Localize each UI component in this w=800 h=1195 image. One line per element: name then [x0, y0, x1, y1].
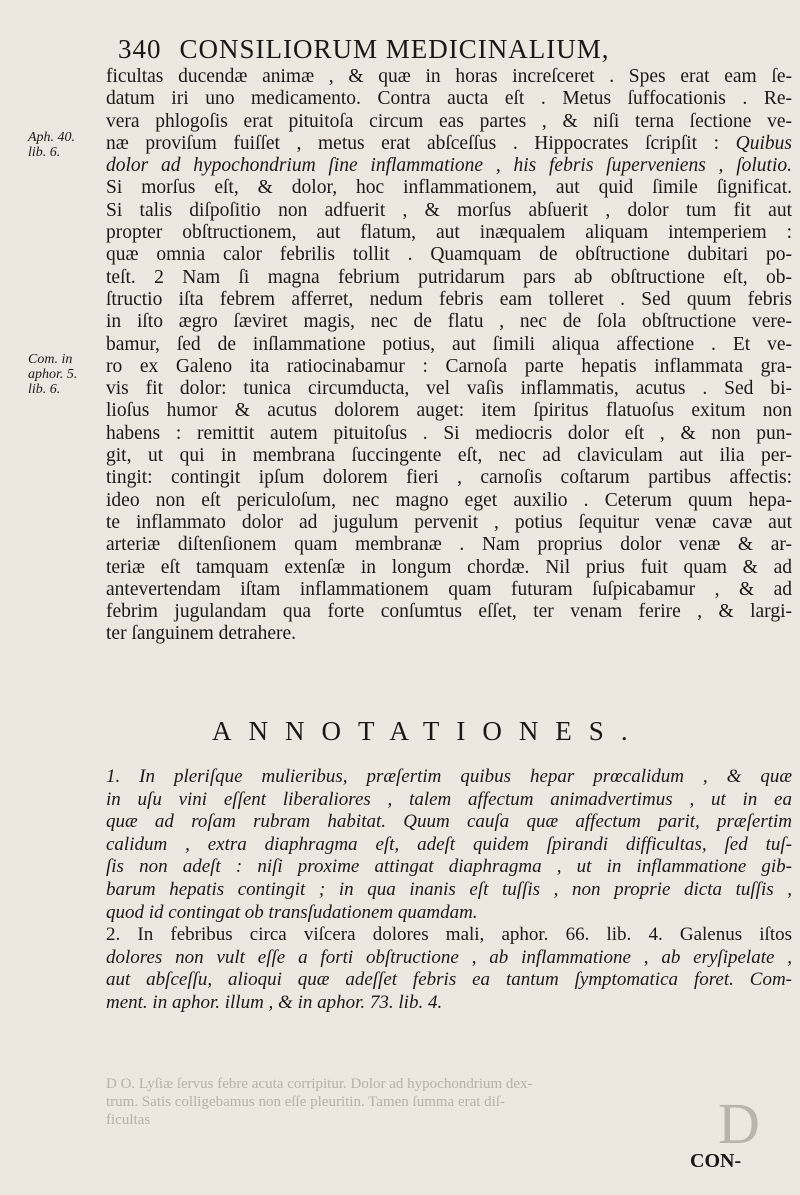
text-line: datum iri uno medicamento. Contra aucta eſt . Metus ſuffocationis . Re-: [106, 88, 792, 110]
text-line: git, ut qui in membrana ſuccingente eſt, nec ad claviculam aut ilia per-: [106, 445, 792, 467]
text-line: vera phlogoſis erat pituitoſa circum eas partes , & niſi terna ſectione ve-: [106, 110, 792, 132]
annotation-line: 2. In febribus circa viſcera dolores mali, aphor. 66. lib. 4. Galenus iſtos: [106, 924, 792, 946]
page-number: 340: [118, 34, 162, 64]
text-line: bamur, ſed de inſlammatione potius, aut ſimili aliqua affectione . Et ve-: [106, 333, 792, 355]
text-line: Si talis diſpoſitio non adfuerit , & morſus abſuerit , dolor tum fit aut: [106, 199, 792, 221]
text-line-quotation: dolor ad hypochondrium ſine inflammatione , his febris ſuperveniens , ſolutio.: [106, 155, 792, 177]
bleed-line: D O. Lyſiæ ſervus febre acuta corripitur. Dolor ad hypochondrium dex-: [106, 1076, 533, 1092]
bleed-through-text: [106, 1075, 706, 1129]
annotation-line: quod id contingat ob transſudationem quamdam.: [106, 901, 478, 923]
text-line: teſt. 2 Nam ſi magna febrium putridarum pars ab obſtructione eſt, ob-: [106, 266, 792, 288]
annotation-line: calidum , extra diaphragma eſt, adeſt quidem ſpirandi difficultas, ſed tuſ-: [106, 833, 792, 855]
annotations-heading: ANNOTATIONES.: [212, 716, 645, 746]
annotation-line: ment. in aphor. illum , & in aphor. 73. lib. 4.: [106, 991, 443, 1013]
text-line: Si morſus eſt, & dolor, hoc inflammationem, aut quid ſimile ſignificat.: [106, 177, 792, 199]
annotations-text: [106, 766, 792, 1015]
margin-note-aphorism: [28, 130, 75, 160]
text-line: lioſus humor & acutus dolorem auget: item ſpiritus flatuoſus exitum non: [106, 400, 792, 422]
main-text: [106, 66, 792, 646]
annotation-line: in uſu vini eſſent liberaliores , talem affectum animadvertimus , ut in ea: [106, 788, 792, 810]
margin-note-text: Aph. 40. lib. 6.: [28, 130, 76, 160]
text-line: antevertendam iſtam inflammationem quam futuram ſuſpicabamur , & ad: [106, 578, 792, 600]
text-line: [106, 133, 792, 155]
annotation-line: barum hepatis contingit ; in qua inanis eſt tuſſis , non proprie dicta tuſſis ,: [106, 878, 792, 900]
text-line: propter obſtructionem, aut flatum, aut inæqualem aliquam intemperiem :: [106, 222, 792, 244]
annotation-line: aut abſceſſu, alioqui quæ adeſſet febris ea tantum ſymptomatica foret. Com-: [106, 969, 792, 991]
running-header: [118, 34, 678, 65]
text-line: febrim jugulandam qua forte conſumtus eſſet, ter venam ferire , & largi-: [106, 601, 792, 623]
text-line: ficultas ducendæ animæ , & quæ in horas increſceret . Spes erat eam ſe-: [106, 66, 792, 87]
text-line: quæ omnia calor febrilis tollit . Quamquam de obſtructione dubitari po-: [106, 244, 792, 266]
text-line: arteriæ diſtenſionem quam membranæ . Nam proprius dolor venæ & ar-: [106, 534, 792, 556]
text-line: in iſto ægro ſæviret magis, nec de flatu , nec de ſola obſtructione vere-: [106, 311, 792, 333]
margin-note-commentary: [28, 352, 77, 397]
text-line: ro ex Galeno ita ratiocinabamur : Carnoſa parte hepatis inflammata gra-: [106, 355, 792, 377]
annotation-line: [106, 766, 792, 789]
bleed-dropcap: D: [718, 1091, 760, 1156]
text-line: te inflammato dolor ad jugulum pervenit , potius ſequitur venæ cavæ aut: [106, 511, 792, 533]
annotation-line: dolores non vult eſſe a forti obſtructione , ab inflammatione , ab eryſipelate ,: [106, 946, 792, 968]
bleed-line: ficultas: [106, 1112, 151, 1128]
running-title: CONSILIORUM MEDICINALIUM,: [179, 34, 610, 64]
annotation-line: quæ ad roſam rubram habitat. Quum cauſa quæ affectum parit, præſertim: [106, 811, 792, 833]
text-line: ideo non eſt periculoſum, nec magno eget auxilio . Ceterum quum hepa-: [106, 489, 792, 511]
text-line: tingit: contingit ipſum dolorem fieri , carnoſis coſtarum partibus affectis:: [106, 467, 792, 489]
text-line: habens : remittit autem pituitoſus . Si mediocris dolor eſt , & non pun-: [106, 422, 792, 444]
margin-note-text: Com. in aphor. 5. lib. 6.: [28, 352, 78, 397]
annotation-line: ſis non adeſt : niſi proxime attingat diaphragma , ut in inflammatione gib-: [106, 856, 792, 878]
text-line: ſtructio iſta febrem afferret, nedum febris eam tolleret . Sed quum febris: [106, 288, 792, 310]
text-line: ter ſanguinem detrahere.: [106, 623, 297, 645]
text-line: teriæ eſt tamquam extenſæ in longum chordæ. Nil prius fuit quam & ad: [106, 556, 792, 578]
text-line-italic: Quibus: [735, 132, 792, 154]
text-line-roman: næ proviſum fuiſſet , metus erat abſceſſus . Hippocrates ſcripſit :: [106, 132, 720, 154]
catchword: CON-: [690, 1150, 742, 1172]
bleed-line: trum. Satis colligebamus non eſſe pleuritin. Tamen ſumma erat diſ-: [106, 1094, 506, 1110]
text-line: vis fit dolor: tunica circumducta, vel vaſis inflammatis, acutus . Sed bi-: [106, 378, 792, 400]
annotation-line-text: 1. In pleriſque mulieribus, præſertim quibus hepar prœcalidum , & quæ: [106, 766, 792, 787]
